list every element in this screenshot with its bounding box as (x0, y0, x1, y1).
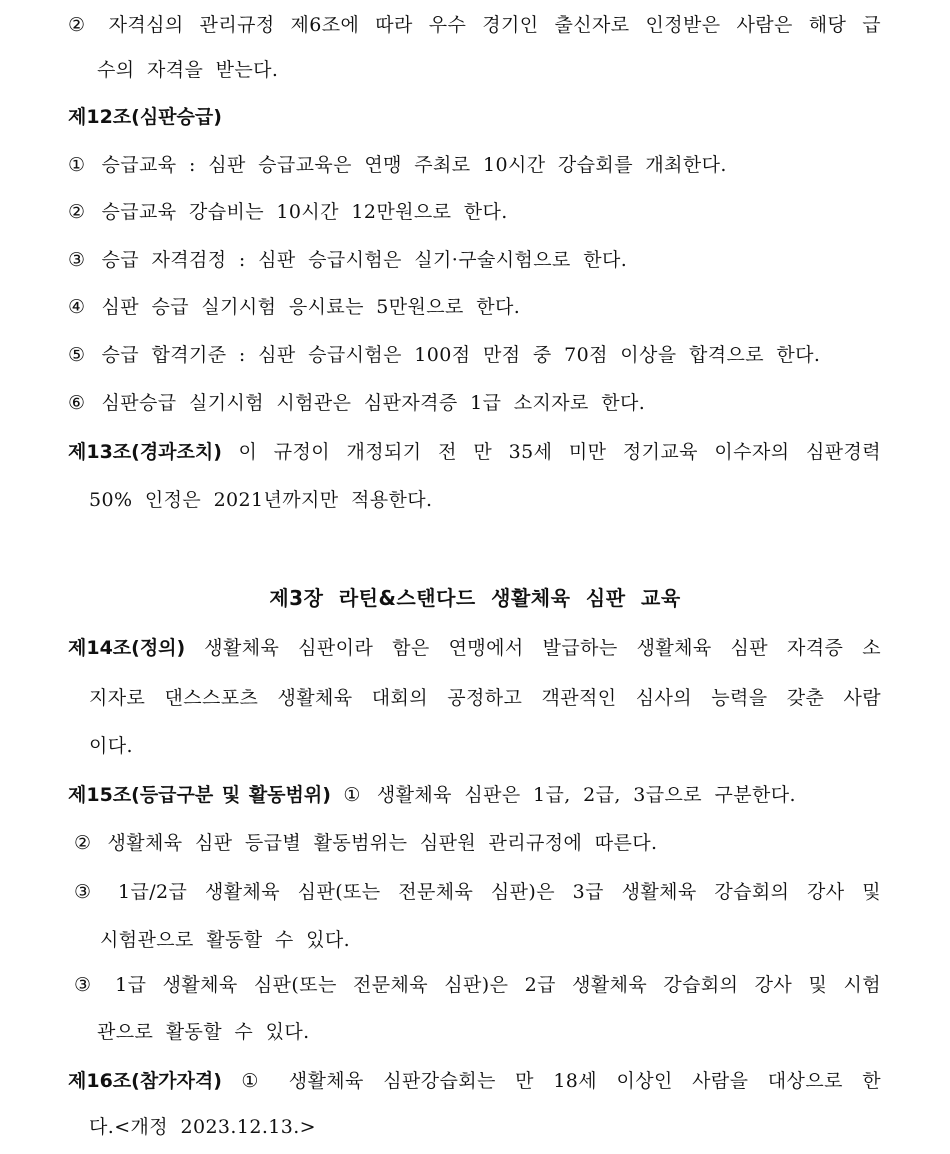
paragraph-line (89, 683, 881, 713)
line-text: 생활체육 심판강습회는 만 18세 이상인 사람을 대상으로 한 (288, 1070, 881, 1092)
line-text: 생활체육 심판 등급별 활동범위는 심판원 관리규정에 따른다. (107, 832, 658, 854)
line-text: 관으로 활동할 수 있다. (97, 1021, 310, 1043)
paragraph-line (89, 731, 950, 761)
article-title-text: 제15조(등급구분 및 활동범위) (68, 784, 331, 806)
line-text: 수의 자격을 받는다. (97, 59, 279, 81)
item-number: ⑤ (68, 344, 86, 366)
line-text: 1급/2급 생활체육 심판(또는 전문체육 심판)은 3급 생활체육 강습회의 강사 및 (118, 881, 881, 903)
item-number: ③ (68, 249, 86, 271)
article-title-text: 제13조(경과조치) (68, 441, 222, 463)
line-text: 지자로 댄스스포츠 생활체육 대회의 공정하고 객관적인 심사의 능력을 갖춘 사람 (89, 687, 881, 709)
paragraph-line (89, 485, 950, 515)
paragraph-line (100, 925, 950, 955)
line-text: 심판승급 실기시험 시험관은 심판자격증 1급 소지자로 한다. (101, 392, 646, 414)
paragraph-line (68, 388, 950, 418)
paragraph-line (68, 10, 881, 40)
paragraph-line (68, 150, 950, 180)
line-text: 이다. (89, 735, 133, 757)
line-text: 생활체육 심판이라 함은 연맹에서 발급하는 생활체육 심판 자격증 소 (204, 637, 881, 659)
article-line (68, 437, 881, 467)
article-line (68, 780, 950, 810)
item-number: ② (74, 832, 92, 854)
line-text: 이 규정이 개정되기 전 만 35세 미만 정기교육 이수자의 심판경력 (238, 441, 881, 463)
article-title-text: 제12조(심판승급) (68, 106, 222, 128)
item-number: ③ (74, 974, 95, 996)
item-number: ④ (68, 296, 86, 318)
item-number: ⑥ (68, 392, 86, 414)
line-text: 자격심의 관리규정 제6조에 따라 우수 경기인 출신자로 인정받은 사람은 해당 급 (108, 14, 881, 36)
paragraph-line (89, 1112, 950, 1142)
line-text: 승급교육 : 심판 승급교육은 연맹 주최로 10시간 강습회를 개최한다. (101, 154, 727, 176)
line-text: 승급교육 강습비는 10시간 12만원으로 한다. (101, 201, 508, 223)
paragraph-line (68, 197, 950, 227)
paragraph-line (97, 1017, 950, 1047)
line-text: 생활체육 심판은 1급, 2급, 3급으로 구분한다. (376, 784, 796, 806)
article-line (68, 633, 881, 663)
line-text: 50% 인정은 2021년까지만 적용한다. (89, 489, 433, 511)
line-text: 다.<개정 2023.12.13.> (89, 1116, 317, 1138)
article-title (68, 102, 950, 132)
line-text: 승급 자격검정 : 심판 승급시험은 실기·구술시험으로 한다. (101, 249, 628, 271)
line-text: 승급 합격기준 : 심판 승급시험은 100점 만점 중 70점 이상을 합격으로 한다. (101, 344, 821, 366)
chapter-heading: 제3장 라틴&스탠다드 생활체육 심판 교육 (269, 586, 681, 610)
paragraph-line (68, 245, 950, 275)
line-text: 심판 승급 실기시험 응시료는 5만원으로 한다. (101, 296, 521, 318)
line-text: 1급 생활체육 심판(또는 전문체육 심판)은 2급 생활체육 강습회의 강사 및 시험 (115, 974, 881, 996)
paragraph-line (68, 292, 950, 322)
paragraph-line (68, 340, 950, 370)
paragraph-line (74, 970, 881, 1000)
line-text: 시험관으로 활동할 수 있다. (100, 929, 351, 951)
paragraph-line (74, 877, 881, 907)
item-number: ③ (74, 881, 97, 903)
item-number: ② (68, 201, 86, 223)
item-number: ① (68, 154, 86, 176)
item-number: ① (343, 784, 361, 806)
item-number: ① (241, 1070, 266, 1092)
paragraph-line (97, 55, 950, 85)
article-title-text: 제16조(참가자격) (68, 1070, 222, 1092)
paragraph-line (74, 828, 950, 858)
article-line (68, 1066, 881, 1096)
item-number: ② (68, 14, 89, 36)
article-title-text: 제14조(정의) (68, 637, 186, 659)
